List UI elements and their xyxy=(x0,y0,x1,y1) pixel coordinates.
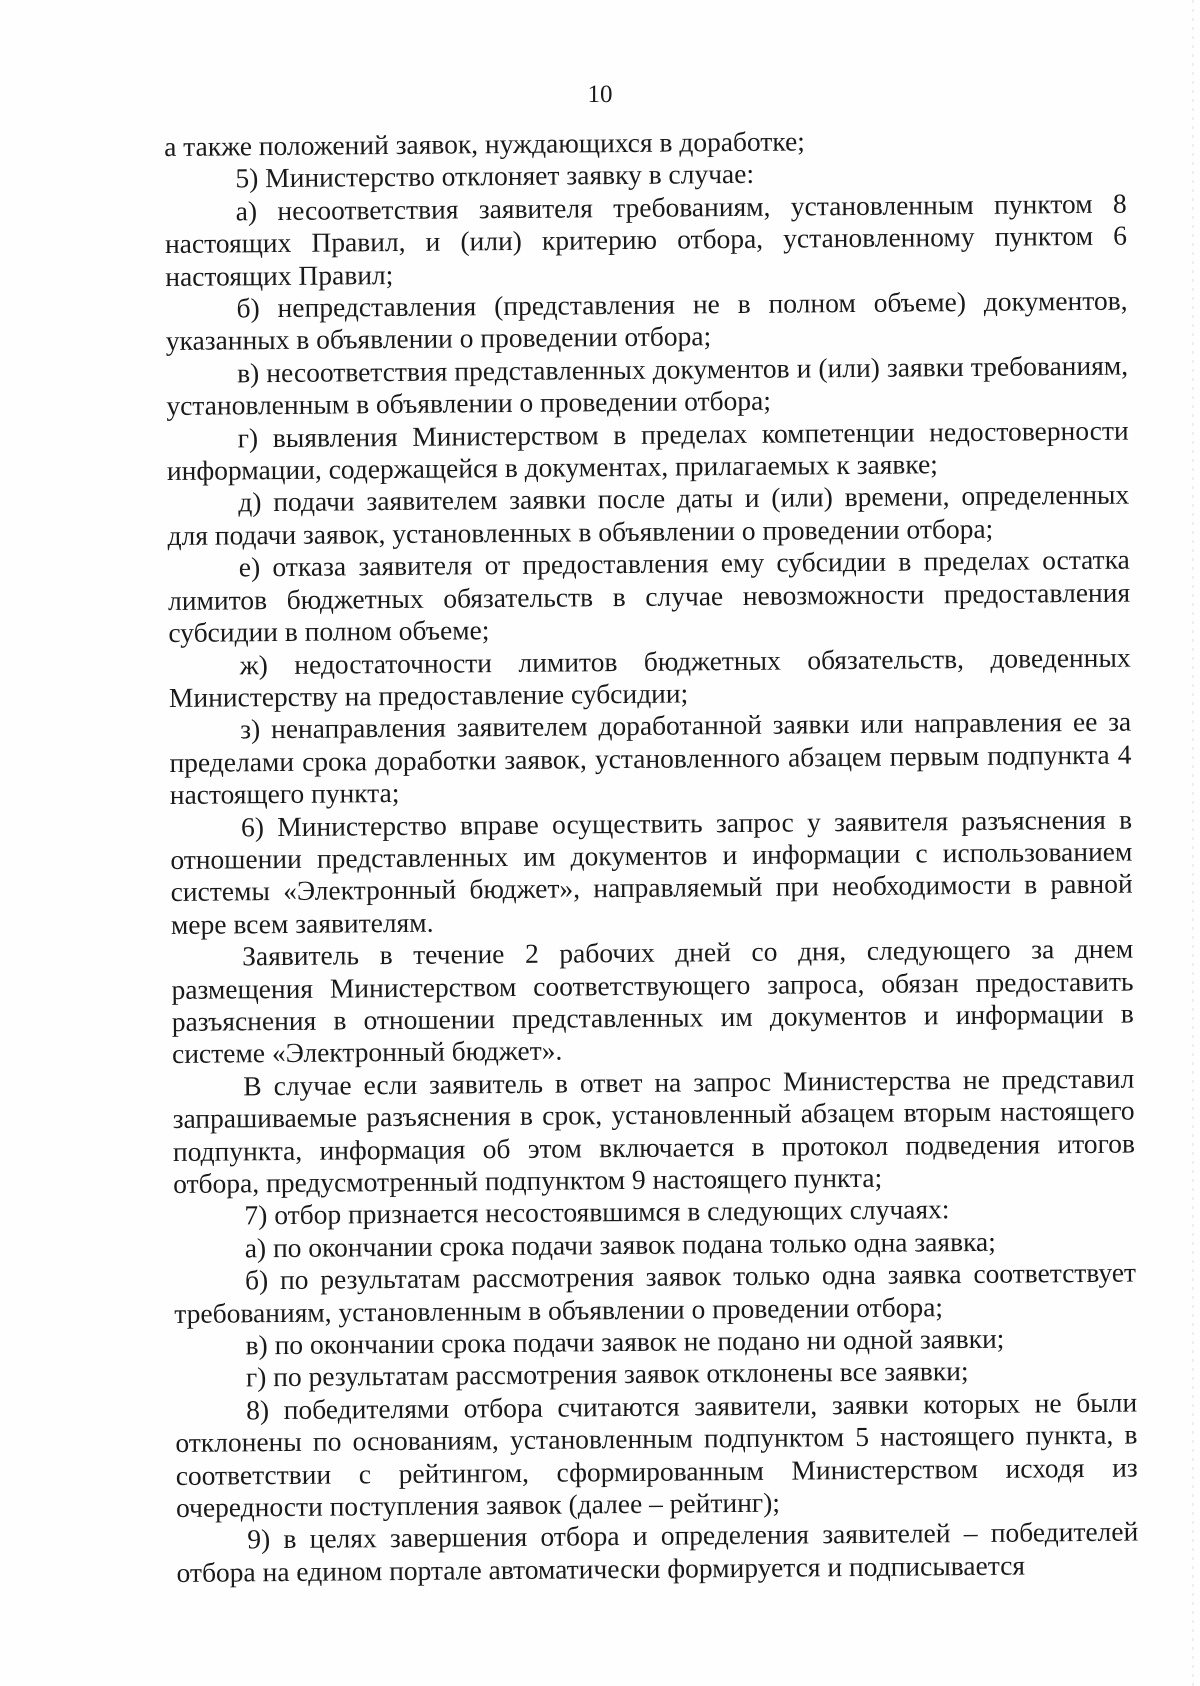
page-number: 10 xyxy=(587,81,613,108)
paragraph-item-6-second: Заявитель в течение 2 рабочих дней со дня, следующего за днем размещения Министерством соответствующего запроса, обязан предоставить разъяснения в отношении представленных им документов и информации в системе «Электронный бюджет». xyxy=(171,932,1134,1070)
paragraph-item-5z: з) ненаправления заявителем доработанной заявки или направления ее за пределами срока доработки заявок, установленного абзацем первым подпункта 4 настоящего пункта; xyxy=(169,705,1132,811)
paragraph-item-9: 9) в целях завершения отбора и определения заявителей – победителей отбора на едином портале автоматически формируется и подписывается xyxy=(176,1516,1139,1588)
scan-edge-artifact xyxy=(1192,0,1194,1686)
paragraph-item-7b: б) по результатам рассмотрения заявок только одна заявка соответствует требованиям, установленным в объявлении о проведении отбора; xyxy=(174,1256,1137,1329)
paragraph-item-5a: а) несоответствия заявителя требованиям, установленным пунктом 8 настоящих Правил, и (или) критерию отбора, установленному пунктом 6 настоящих Правил; xyxy=(164,187,1128,292)
paragraph-item-5e: е) отказа заявителя от предоставления ему субсидии в пределах остатка лимитов бюджетных обязательств в случае невозможности предоставления субсидии в полном объеме; xyxy=(167,543,1131,649)
paragraph-item-8: 8) победителями отбора считаются заявители, заявки которых не были отклонены по основаниям, установленным подпунктом 5 настоящего пункта, в соответствии с рейтингом, сформированным Министерством исходя из очередности поступления заявок (далее – рейтинг); xyxy=(175,1386,1138,1524)
paragraph-item-5v: в) несоответствия представленных документов и (или) заявки требованиям, установленным в объявлении о проведении отбора; xyxy=(166,349,1129,422)
paragraph-item-5g: г) выявления Министерством в пределах компетенции недостоверности информации, содержащейся в документах, прилагаемых к заявке; xyxy=(166,414,1129,487)
paragraph-item-7: 7) отбор признается несостоявшимся в следующих случаях: xyxy=(244,1193,950,1231)
paragraph-item-5: 5) Министерство отклоняет заявку в случае: xyxy=(235,158,755,194)
paragraph-item-7v: в) по окончании срока подачи заявок не подано ни одной заявки; xyxy=(245,1322,1005,1361)
paragraph-item-5zh: ж) недостаточности лимитов бюджетных обязательств, доведенных Министерству на предоставление субсидии; xyxy=(168,641,1131,713)
paragraph-item-5b: б) непредставления (представления не в полном объеме) документов, указанных в объявлении о проведении отбора; xyxy=(165,284,1128,357)
paragraph-continuation: а также положений заявок, нуждающихся в доработке; xyxy=(164,125,806,162)
paragraph-item-6: 6) Министерство вправе осуществить запрос у заявителя разъяснения в отношении представленных им документов и информации с использованием системы «Электронный бюджет», направляемый при необходимости в равной мере всем заявителям. xyxy=(170,803,1133,940)
paragraph-item-5d: д) подачи заявителем заявки после даты и (или) времени, определенных для подачи заявок, установленных в объявлении о проведении отбора; xyxy=(167,479,1130,551)
document-body xyxy=(164,123,1139,1590)
paragraph-item-7g: г) по результатам рассмотрения заявок отклонены все заявки; xyxy=(245,1355,969,1393)
paragraph-item-6-third: В случае если заявитель в ответ на запрос Министерства не представил запрашиваемые разъяснения в срок, установленный абзацем вторым настоящего подпункта, информация об этом включается в протокол подведения итогов отбора, предусмотренный подпунктом 9 настоящего пункта; xyxy=(172,1062,1136,1199)
paragraph-item-7a: а) по окончании срока подачи заявок подана только одна заявка; xyxy=(244,1225,996,1264)
